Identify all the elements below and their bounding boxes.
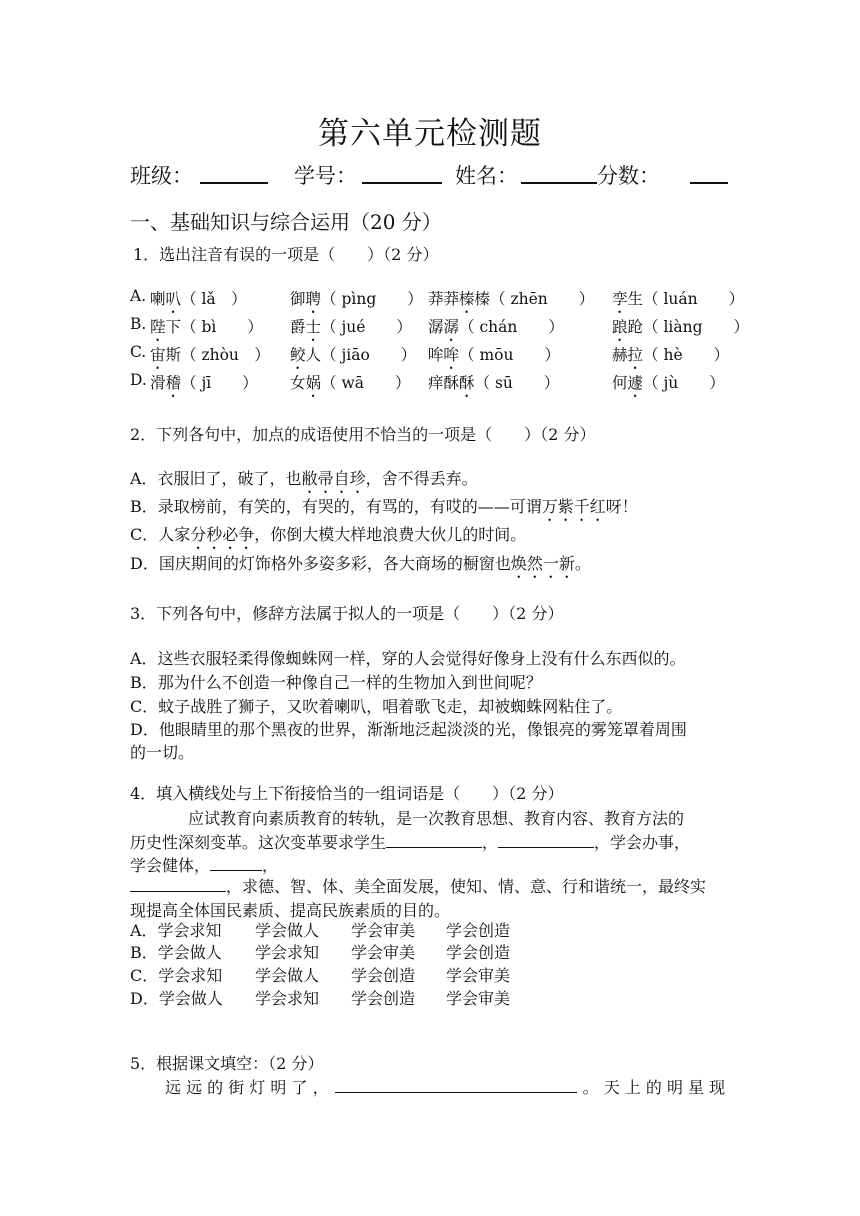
emphasis-dot-text: 遽 — [627, 374, 644, 392]
question-4-paragraph-line: 应试教育向素质教育的转轨，是一次教育思想、教育内容、教育方法的 — [188, 809, 685, 828]
pinyin-item: 赫拉（ hè ） — [612, 346, 730, 364]
emphasis-dot-text: 孪 — [612, 290, 628, 308]
question-4-option: 学会创造 — [446, 943, 511, 962]
question-4-option: 学会审美 — [351, 921, 416, 940]
option-letter: C. — [130, 343, 147, 361]
question-4-option: A．学会求知 — [130, 921, 222, 940]
question-4-option: D．学会做人 — [130, 989, 223, 1008]
question-5-line: 远 远 的 街 灯 明 了 ， 。 天 上 的 明 星 现 — [165, 1078, 726, 1097]
question-4-option: 学会求知 — [255, 943, 320, 962]
class-label: 班级： — [130, 164, 193, 188]
emphasis-dot-text: 万紫千红 — [541, 497, 606, 516]
section-heading: 一、基础知识与综合运用（20 分） — [130, 210, 442, 234]
emphasis-dot-text: 哞 — [443, 346, 460, 364]
emphasis-dot-text: 踉 — [612, 318, 628, 336]
question-5-stem: 5．根据课文填空：（2 分） — [130, 1054, 324, 1073]
option-letter: D. — [130, 371, 147, 389]
pinyin-item: 爵士（ jué ） — [290, 318, 412, 336]
question-4-option: 学会创造 — [351, 966, 416, 985]
pinyin-item: 哞哞（ mōu ） — [428, 346, 560, 364]
question-4-option: 学会审美 — [446, 966, 511, 985]
emphasis-dot-text: 拉 — [627, 346, 644, 364]
question-3-option: 的一切。 — [130, 743, 195, 762]
question-4-stem: 4．填入横线处与上下衔接恰当的一组词语是（ ）（2 分） — [130, 784, 564, 803]
emphasis-dot-text: 潺 — [443, 318, 460, 336]
question-1-stem: 1．选出注音有误的一项是（ ）（2 分） — [133, 245, 439, 264]
option-letter: A. — [130, 287, 147, 305]
pinyin-item: 孪生（ luán ） — [612, 290, 745, 308]
score-label: 分数： — [597, 164, 660, 188]
emphasis-dot-text: 聘 — [305, 290, 322, 308]
pinyin-item: 踉跄（ liàng ） — [612, 318, 750, 336]
question-4-paragraph-line: 学会健体， ， — [130, 856, 279, 875]
emphasis-dot-text: 焕然一新 — [510, 554, 575, 573]
question-2-option: C．人家分秒必争，你倒大模大样地浪费大伙儿的时间。 — [130, 525, 527, 544]
question-4-option: 学会做人 — [255, 921, 320, 940]
name-blank[interactable] — [521, 162, 597, 189]
pinyin-item: 痒酥酥（ sū ） — [428, 374, 560, 392]
question-4-paragraph-line: ，求德、智、体、美全面发展，使知、情、意、行和谐统一，最终实 — [130, 874, 706, 897]
pinyin-item: 女娲（ wā ） — [290, 374, 411, 392]
emphasis-dot-text: 稽 — [165, 374, 182, 392]
pinyin-item: 喇叭（ lǎ ） — [150, 290, 247, 308]
emphasis-dot-text: 鲛 — [290, 346, 306, 364]
pinyin-item: 何遽（ jù ） — [612, 374, 725, 392]
question-4-paragraph-line: 历史性深刻变革。这次变革要求学生 ， ，学会办事， — [130, 833, 691, 852]
page-title: 第六单元检测题 — [318, 116, 542, 152]
option-letter: B. — [130, 315, 147, 333]
question-4-paragraph-line: 现提高全体国民素质、提高民族素质的目的。 — [130, 901, 451, 920]
question-4-option: 学会做人 — [255, 966, 320, 985]
id-blank[interactable] — [362, 162, 442, 189]
emphasis-dot-text: 陛 — [150, 318, 166, 336]
question-4-option: 学会审美 — [351, 943, 416, 962]
question-2-option: D．国庆期间的灯饰格外多姿多彩，各大商场的橱窗也焕然一新。 — [130, 554, 591, 573]
pinyin-item: 御聘（ pìng ） — [290, 290, 423, 308]
question-3-option: B．那为什么不创造一种像自己一样的生物加入到世间呢？ — [130, 673, 542, 692]
pinyin-item: 陛下（ bì ） — [150, 318, 263, 336]
pinyin-item: 鲛人（ jiāo ） — [290, 346, 417, 364]
name-label: 姓名： — [455, 164, 518, 188]
question-2-option: A．衣服旧了，破了，也敝帚自珍，舍不得丢弃。 — [130, 469, 478, 488]
emphasis-dot-text: 叭 — [165, 290, 182, 308]
question-3-stem: 3．下列各句中，修辞方法属于拟人的一项是（ ）（2 分） — [130, 604, 564, 623]
emphasis-dot-text: 宙 — [150, 346, 166, 364]
question-4-option: 学会审美 — [446, 989, 511, 1008]
emphasis-dot-text: 敝帚自珍 — [301, 469, 366, 488]
id-label: 学号： — [294, 164, 357, 188]
question-3-option: D．他眼睛里的那个黑夜的世界，渐渐地泛起淡淡的光，像银亮的雾笼罩着周围 — [130, 720, 687, 739]
question-4-option: 学会创造 — [446, 921, 511, 940]
emphasis-dot-text: 酥 — [459, 374, 475, 392]
emphasis-dot-text: 榛 — [459, 290, 475, 308]
score-blank[interactable] — [690, 162, 728, 189]
class-blank[interactable] — [200, 162, 268, 189]
question-4-option: B．学会做人 — [130, 943, 222, 962]
question-2-option: B．录取榜前，有笑的，有哭的，有骂的，有哎的——可谓万紫千红呀！ — [130, 497, 638, 516]
emphasis-dot-text: 分秒必争 — [190, 525, 255, 544]
emphasis-dot-text: 士 — [305, 318, 322, 336]
emphasis-dot-text: 娲 — [305, 374, 322, 392]
question-4-option: 学会创造 — [351, 989, 416, 1008]
pinyin-item: 莽莽榛榛（ zhēn ） — [428, 290, 595, 308]
question-4-option: 学会求知 — [255, 989, 320, 1008]
pinyin-item: 宙斯（ zhòu ） — [150, 346, 270, 364]
question-3-option: A．这些衣服轻柔得像蜘蛛网一样，穿的人会觉得好像身上没有什么东西似的。 — [130, 649, 686, 668]
question-4-option: C．学会求知 — [130, 966, 223, 985]
question-2-stem: 2．下列各句中，加点的成语使用不恰当的一项是（ ）（2 分） — [130, 425, 596, 444]
pinyin-item: 潺潺（ chán ） — [428, 318, 564, 336]
question-3-option: C．蚊子战胜了狮子，又吹着喇叭，唱着歌飞走，却被蜘蛛网粘住了。 — [130, 697, 623, 716]
pinyin-item: 滑稽（ jī ） — [150, 374, 258, 392]
